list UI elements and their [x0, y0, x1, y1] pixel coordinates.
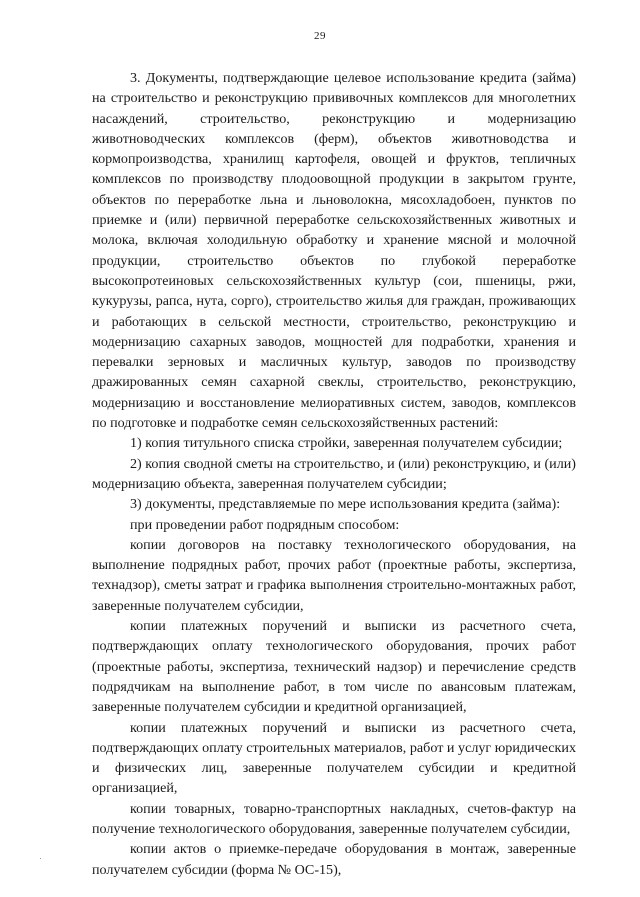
paragraph-contract-copies: копии договоров на поставку технологического оборудования, на выполнение подрядных работ, прочих работ (проектные работы, экспертиза, технадзор), сметы затрат и графика выполнения строительно-монтажных работ, заверенные получателем субсидии, [92, 536, 576, 614]
paragraph-acceptance-acts: копии актов о приемке-передаче оборудования в монтаж, заверенные получателем субсидии (форма № ОС-15), [92, 841, 576, 878]
paragraph-item-1: 1) копия титульного списка стройки, заверенная получателем субсидии; [130, 435, 563, 452]
document-body [92, 68, 576, 880]
paragraph-payment-orders-equipment: копии платежных поручений и выписки из расчетного счета, подтверждающих оплату технологического оборудования, прочих работ (проектные работы, экспертиза, технический надзор) и перечисление средств подрядчикам на выполнение работ, в том числе по авансовым платежам, заверенные получателем субсидии и кредитной организацией, [92, 618, 576, 716]
paragraph-item-2: 2) копия сводной сметы на строительство, и (или) реконструкцию, и (или) модернизацию объекта, заверенная получателем субсидии; [92, 455, 576, 492]
scan-speck [40, 858, 41, 859]
page-number: 29 [314, 30, 326, 42]
paragraph-documents-list: 3. Документы, подтверждающие целевое использование кредита (займа) на строительство и реконструкцию прививочных комплексов для многолетних насаждений, строительство, реконструкцию и модернизацию животноводческих комплексов (ферм), объектов животноводства и кормопроизводства, хранилищ картофеля, овощей и фруктов, тепличных комплексов по производству плодоовощной продукции в закрытом грунте, объектов по переработке льна и льноволокна, мясохладобоен, пунктов по приемке и (или) первичной переработке сельскохозяйственных животных и молока, включая холодильную обработку и хранение мясной и молочной продукции, строительство объектов по глубокой переработке высокопротеиновых сельскохозяйственных культур (сои, пшеницы, ржи, кукурузы, рапса, нута, сорго), строительство жилья для граждан, проживающих и работающих в сельской местности, строительство, реконструкцию и модернизацию сахарных заводов, мощностей для подработки, хранения и перевалки зерновых и масличных культур, заводов по производству дражированных семян сахарной свеклы, строительство, реконструкцию, модернизацию и восстановление мелиоративных систем, заводов, комплексов по подготовке и подработке семян сельскохозяйственных растений: [92, 70, 576, 432]
paragraph-item-3: 3) документы, представляемые по мере использования кредита (займа): [130, 496, 561, 513]
paragraph-payment-orders-materials: копии платежных поручений и выписки из расчетного счета, подтверждающих оплату строительных материалов, работ и услуг юридических и физических лиц, заверенные получателем субсидии и кредитной организацией, [92, 719, 576, 797]
paragraph-contract-method: при проведении работ подрядным способом: [130, 516, 400, 533]
paragraph-invoices: копии товарных, товарно-транспортных накладных, счетов-фактур на получение технологического оборудования, заверенные получателем субсидии, [92, 800, 576, 837]
